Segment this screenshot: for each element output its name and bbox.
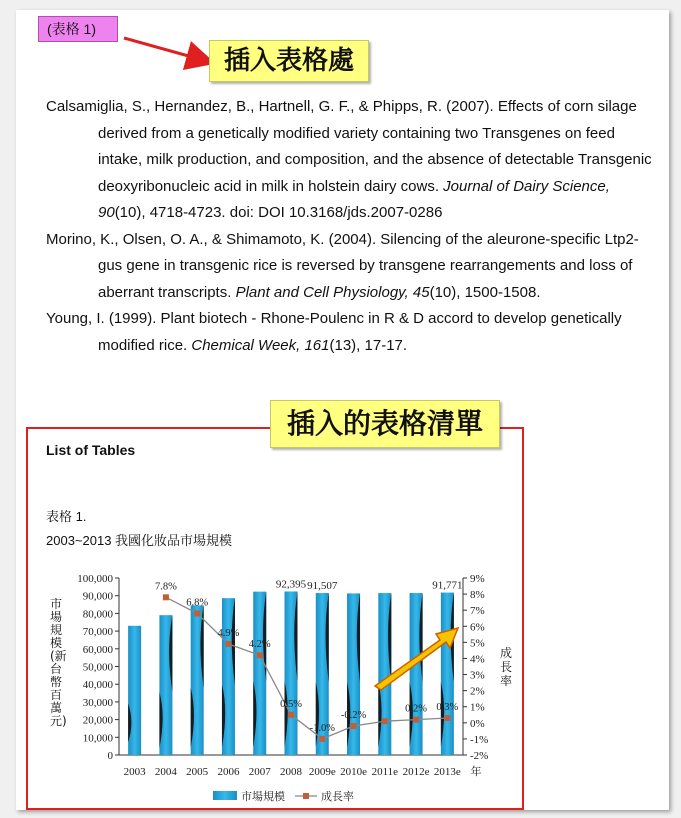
x-tick-label: 2012e xyxy=(402,766,430,778)
reference-entry: Young, I. (1999). Plant biotech - Rhone-Poulenc in R & D accord to develop genetically modified rice. Chemical Week, 161(13), 17-17. xyxy=(46,310,622,354)
y2-tick-label: 3% xyxy=(470,669,485,682)
reference-entry: Morino, K., Olsen, O. A., & Shimamoto, K. (2004). Silencing of the aleurone-specific Ltp2-gus gene in transgenic rice is reversed by transgene rearrangements and loss of aberrant transcripts. Plant and Cell Physiology, 45(10), 1500-1508. xyxy=(46,230,639,301)
chart-y-axis-label: 市場規模(新台幣百萬元) xyxy=(50,597,67,728)
y2-tick-label: -2% xyxy=(470,750,489,762)
x-tick-label: 2003 xyxy=(123,766,146,778)
x-tick-label: 2008 xyxy=(280,766,302,778)
x-tick-label: 2009e xyxy=(308,766,336,778)
y2-tick-label: 5% xyxy=(470,637,485,650)
y-tick-label: 60,000 xyxy=(82,643,113,656)
bar-data-label: 92,395 xyxy=(275,578,307,591)
y2-tick-label: 1% xyxy=(470,701,485,714)
y-tick-label: 10,000 xyxy=(82,732,113,745)
y2-tick-label: 9% xyxy=(470,573,485,585)
y-tick-label: 100,000 xyxy=(77,573,113,585)
bar xyxy=(128,626,141,755)
growth-rate-point xyxy=(382,718,388,724)
growth-rate-point xyxy=(257,652,263,658)
growth-data-label: 0.5% xyxy=(280,698,302,710)
bar-data-label: 91,771 xyxy=(432,579,463,592)
y-tick-label: 90,000 xyxy=(82,590,113,603)
table-placeholder-tag: (表格 1) xyxy=(38,16,118,42)
x-tick-label: 2010e xyxy=(340,766,367,778)
growth-data-label: -1.0% xyxy=(309,722,335,734)
growth-rate-point xyxy=(163,594,169,600)
y-tick-label: 50,000 xyxy=(82,661,113,674)
y2-tick-label: 6% xyxy=(470,621,485,634)
growth-data-label: 4.9% xyxy=(217,627,240,639)
y-tick-label: 20,000 xyxy=(82,714,113,727)
x-tick-label: 2013e xyxy=(433,766,461,778)
x-tick-label: 2007 xyxy=(248,766,271,778)
legend-swatch-marker xyxy=(303,793,309,799)
growth-data-label: 6.8% xyxy=(186,597,209,609)
y-tick-label: 40,000 xyxy=(82,679,113,692)
y-tick-label: 80,000 xyxy=(82,608,113,621)
x-tick-label: 2011e xyxy=(371,766,399,778)
y2-tick-label: 7% xyxy=(470,605,485,618)
chart-y2-axis-label: 成長率 xyxy=(500,646,513,688)
y-tick-label: 30,000 xyxy=(82,696,113,709)
growth-rate-point xyxy=(194,610,200,616)
list-of-tables-heading: List of Tables xyxy=(46,442,136,458)
legend-label-growth: 成長率 xyxy=(321,791,354,803)
x-tick-label: 2005 xyxy=(186,766,209,778)
y2-tick-label: 8% xyxy=(470,589,485,602)
growth-rate-point xyxy=(444,715,450,721)
x-axis-label: 年 xyxy=(470,766,482,778)
growth-rate-point xyxy=(288,712,294,718)
growth-data-label: -0.2% xyxy=(340,710,367,722)
growth-rate-point xyxy=(319,736,325,742)
callout-insert-location: 插入表格處 xyxy=(209,40,369,82)
growth-data-label: 0.3% xyxy=(436,701,459,713)
growth-data-label: 4.2% xyxy=(248,639,271,651)
growth-rate-point xyxy=(351,723,357,729)
growth-rate-point xyxy=(413,717,419,723)
legend-swatch-bar xyxy=(213,791,237,800)
y2-tick-label: 2% xyxy=(470,685,485,698)
reference-entry: Calsamiglia, S., Hernandez, B., Hartnell, G. F., & Phipps, R. (2007). Effects of corn silage derived from a genetically modified variety containing two Transgenes on feed intake, milk production, and composition, and the absence of detectable Transgenic deoxyribonucleic acid in milk in holstein dairy cows. Journal of Dairy Science, 90(10), 4718-4723. doi: DOI 10.3168/jds.2007-0286 xyxy=(46,98,652,221)
callout-inserted-list: 插入的表格清單 xyxy=(270,400,500,448)
bar-data-label: 91,507 xyxy=(307,580,338,593)
growth-rate-point xyxy=(225,641,231,647)
table-caption: 2003~2013 我國化妝品市場規模 xyxy=(46,533,233,548)
growth-data-label: 0.2% xyxy=(405,703,428,715)
table-label: 表格 1. xyxy=(46,509,87,524)
y2-tick-label: -1% xyxy=(470,733,489,746)
y2-tick-label: 0% xyxy=(470,717,485,730)
x-tick-label: 2006 xyxy=(217,766,240,778)
y2-tick-label: 4% xyxy=(470,653,485,666)
x-tick-label: 2004 xyxy=(154,766,177,778)
legend-label-market-size: 市場規模 xyxy=(241,791,285,803)
growth-data-label: 7.8% xyxy=(154,581,177,593)
y-tick-label: 0 xyxy=(107,750,113,762)
y-tick-label: 70,000 xyxy=(82,626,113,639)
